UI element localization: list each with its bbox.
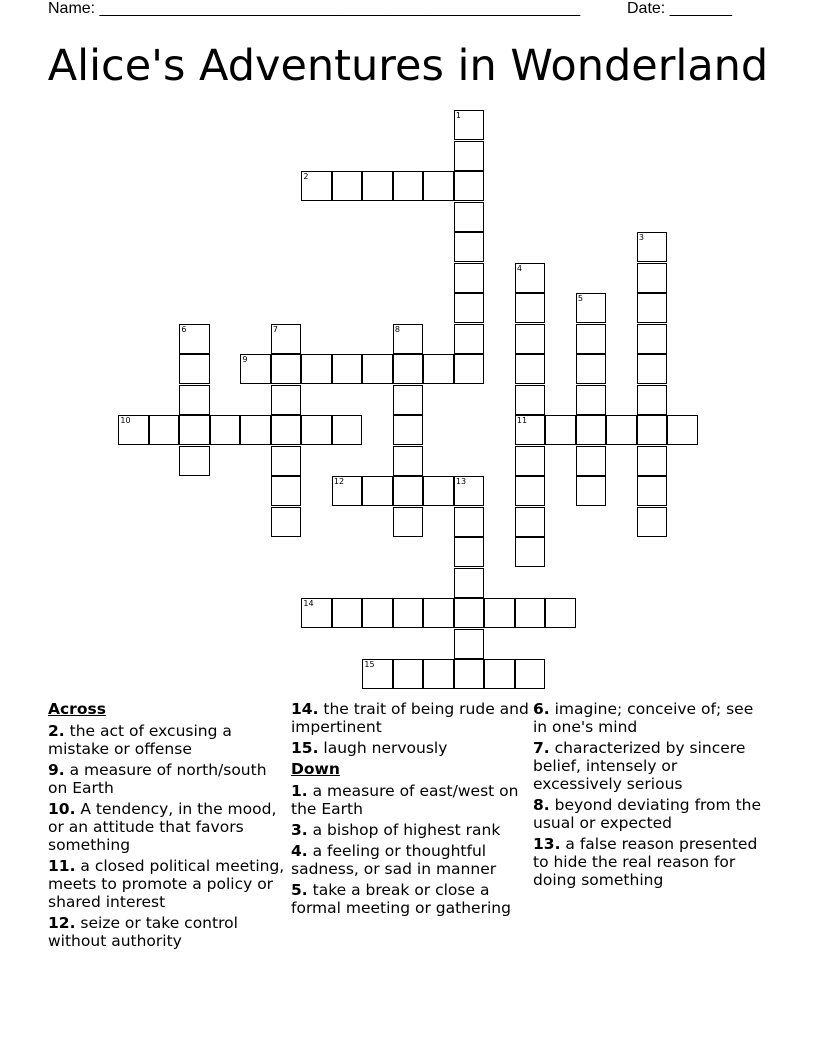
grid-cell[interactable] (393, 598, 423, 628)
grid-cell[interactable] (393, 171, 423, 201)
grid-cell[interactable] (576, 293, 606, 323)
clue-text: a false reason presented to hide the real reason for doing something (533, 835, 758, 889)
clue-text: imagine; conceive of; see in one's mind (533, 700, 754, 736)
cell-number: 8 (394, 324, 400, 334)
grid-cell[interactable] (454, 354, 484, 384)
grid-cell[interactable] (454, 293, 484, 323)
grid-cell[interactable] (454, 324, 484, 354)
clue-text: A tendency, in the mood, or an attitude that favors something (48, 800, 277, 854)
grid-cell[interactable] (576, 385, 606, 415)
grid-cell[interactable] (149, 415, 179, 445)
grid-cell[interactable] (454, 110, 484, 140)
clue-text: laugh nervously (323, 739, 448, 757)
cell-number: 13 (455, 477, 467, 486)
grid-cell[interactable] (240, 354, 270, 384)
cell-number: 5 (577, 294, 583, 303)
grid-cell[interactable] (271, 507, 301, 537)
grid-cell[interactable] (454, 141, 484, 171)
grid-cell[interactable] (637, 354, 667, 384)
clue-down-1 (291, 782, 529, 818)
clue-down-7 (533, 739, 771, 793)
clues-column-3 (533, 700, 771, 892)
clue-number: 15. (291, 739, 319, 757)
grid-cell[interactable] (515, 598, 545, 628)
grid-cell[interactable] (332, 476, 362, 506)
clue-down-13 (533, 835, 771, 889)
grid-cell[interactable] (332, 354, 362, 384)
grid-cell[interactable] (515, 263, 545, 293)
grid-cell[interactable] (515, 354, 545, 384)
grid-cell[interactable] (667, 415, 697, 445)
across-heading: Across (48, 700, 106, 718)
grid-cell[interactable] (179, 354, 209, 384)
grid-cell[interactable] (423, 476, 453, 506)
clue-text: a closed political meeting, meets to promote a policy or shared interest (48, 857, 285, 911)
grid-cell[interactable] (637, 324, 667, 354)
clue-number: 2. (48, 722, 65, 740)
grid-cell[interactable] (271, 446, 301, 476)
grid-cell[interactable] (545, 415, 575, 445)
clue-down-5 (291, 881, 529, 917)
grid-cell[interactable] (515, 385, 545, 415)
grid-cell[interactable] (576, 446, 606, 476)
grid-cell[interactable] (393, 354, 423, 384)
clue-across-9 (48, 761, 286, 797)
grid-cell[interactable] (271, 324, 301, 354)
clue-across-10 (48, 800, 286, 854)
grid-cell[interactable] (423, 354, 453, 384)
grid-cell[interactable] (271, 354, 301, 384)
grid-cell[interactable] (454, 232, 484, 262)
grid-cell[interactable] (454, 568, 484, 598)
clue-down-3 (291, 821, 529, 839)
cell-number: 10 (120, 416, 131, 425)
clue-text: characterized by sincere belief, intensely or excessively serious (533, 739, 746, 793)
clue-number: 12. (48, 914, 76, 932)
grid-cell[interactable] (362, 598, 392, 628)
grid-cell[interactable] (362, 659, 392, 689)
grid-cell[interactable] (393, 415, 423, 445)
grid-cell[interactable] (454, 263, 484, 293)
clue-text: the act of excusing a mistake or offense (48, 722, 232, 758)
clue-across-12 (48, 914, 286, 950)
clue-text: a feeling or thoughtful sadness, or sad in manner (291, 842, 497, 878)
grid-cell[interactable] (637, 476, 667, 506)
clue-number: 9. (48, 761, 65, 779)
grid-cell[interactable] (515, 659, 545, 689)
grid-cell[interactable] (454, 629, 484, 659)
clue-text: the trait of being rude and impertinent (291, 700, 529, 736)
puzzle-title: Alice's Adventures in Wonderland (47, 41, 769, 91)
grid-cell[interactable] (637, 415, 667, 445)
clue-number: 6. (533, 700, 550, 718)
clue-text: seize or take control without authority (48, 914, 238, 950)
grid-cell[interactable] (210, 415, 240, 445)
grid-cell[interactable] (301, 415, 331, 445)
clue-number: 7. (533, 739, 550, 757)
grid-cell[interactable] (179, 415, 209, 445)
clue-number: 1. (291, 782, 308, 800)
grid-cell[interactable] (454, 598, 484, 628)
grid-cell[interactable] (484, 659, 514, 689)
grid-cell[interactable] (332, 415, 362, 445)
grid-cell[interactable] (301, 171, 331, 201)
grid-cell[interactable] (454, 659, 484, 689)
name-field-label[interactable]: Name: ______________________________________________________ (48, 0, 581, 17)
grid-cell[interactable] (118, 415, 148, 445)
grid-cell[interactable] (393, 385, 423, 415)
grid-cell[interactable] (423, 171, 453, 201)
grid-cell[interactable] (545, 598, 575, 628)
clue-number: 10. (48, 800, 76, 818)
clue-number: 14. (291, 700, 319, 718)
clue-number: 4. (291, 842, 308, 860)
grid-cell[interactable] (393, 659, 423, 689)
clue-across-15 (291, 739, 529, 757)
clues-column-2 (291, 700, 529, 920)
grid-cell[interactable] (454, 171, 484, 201)
grid-cell[interactable] (576, 354, 606, 384)
grid-cell[interactable] (393, 507, 423, 537)
cell-number: 14 (303, 599, 314, 608)
cell-number: 12 (333, 477, 345, 486)
grid-cell[interactable] (637, 446, 667, 476)
clue-number: 3. (291, 821, 308, 839)
clue-text: a measure of east/west on the Earth (291, 782, 519, 818)
grid-cell[interactable] (454, 476, 484, 506)
clue-text: take a break or close a formal meeting or gathering (291, 881, 511, 917)
clue-down-6 (533, 700, 771, 736)
cell-number: 9 (242, 355, 248, 364)
grid-cell[interactable] (515, 476, 545, 506)
clue-across-2 (48, 722, 286, 758)
grid-cell[interactable] (393, 324, 423, 354)
date-field-label[interactable]: Date: _______ (627, 0, 732, 17)
cell-number: 15 (364, 660, 375, 669)
grid-cell[interactable] (637, 507, 667, 537)
clue-across-14 (291, 700, 529, 736)
grid-cell[interactable] (332, 171, 362, 201)
grid-cell[interactable] (240, 415, 270, 445)
clue-down-4 (291, 842, 529, 878)
grid-cell[interactable] (423, 598, 453, 628)
grid-cell[interactable] (637, 385, 667, 415)
grid-cell[interactable] (362, 476, 392, 506)
grid-cell[interactable] (515, 415, 545, 445)
grid-cell[interactable] (362, 354, 392, 384)
grid-cell[interactable] (637, 232, 667, 262)
down-heading: Down (291, 760, 340, 778)
clue-text: a measure of north/south on Earth (48, 761, 267, 797)
grid-cell[interactable] (515, 293, 545, 323)
cell-number: 7 (272, 324, 278, 334)
cell-number: 6 (181, 324, 187, 334)
grid-cell[interactable] (637, 293, 667, 323)
clue-down-8 (533, 796, 771, 832)
grid-cell[interactable] (301, 354, 331, 384)
grid-cell[interactable] (393, 476, 423, 506)
grid-cell[interactable] (576, 476, 606, 506)
grid-cell[interactable] (423, 659, 453, 689)
grid-cell[interactable] (301, 598, 331, 628)
clue-text: beyond deviating from the usual or expected (533, 796, 762, 832)
grid-cell[interactable] (179, 446, 209, 476)
grid-cell[interactable] (454, 537, 484, 567)
grid-cell[interactable] (393, 446, 423, 476)
clue-across-11 (48, 857, 286, 911)
grid-cell[interactable] (454, 507, 484, 537)
grid-cell[interactable] (515, 324, 545, 354)
grid-cell[interactable] (332, 598, 362, 628)
cell-number: 2 (303, 172, 309, 181)
grid-cell[interactable] (179, 385, 209, 415)
grid-cell[interactable] (362, 171, 392, 201)
grid-cell[interactable] (484, 598, 514, 628)
grid-cell[interactable] (515, 507, 545, 537)
grid-cell[interactable] (271, 476, 301, 506)
grid-cell[interactable] (179, 324, 209, 354)
grid-cell[interactable] (576, 324, 606, 354)
clues-column-1 (48, 700, 286, 953)
grid-cell[interactable] (576, 415, 606, 445)
clue-number: 8. (533, 796, 550, 814)
clue-number: 5. (291, 881, 308, 899)
clue-text: a bishop of highest rank (312, 821, 501, 839)
cell-number: 1 (455, 111, 461, 120)
cell-number: 4 (516, 263, 522, 273)
grid-cell[interactable] (606, 415, 636, 445)
grid-cell[interactable] (271, 385, 301, 415)
grid-cell[interactable] (515, 446, 545, 476)
grid-cell[interactable] (515, 537, 545, 567)
cell-number: 11 (516, 416, 528, 425)
grid-cell[interactable] (454, 202, 484, 232)
grid-cell[interactable] (271, 415, 301, 445)
clue-number: 11. (48, 857, 76, 875)
cell-number: 3 (638, 233, 644, 242)
grid-cell[interactable] (637, 263, 667, 293)
clue-number: 13. (533, 835, 561, 853)
